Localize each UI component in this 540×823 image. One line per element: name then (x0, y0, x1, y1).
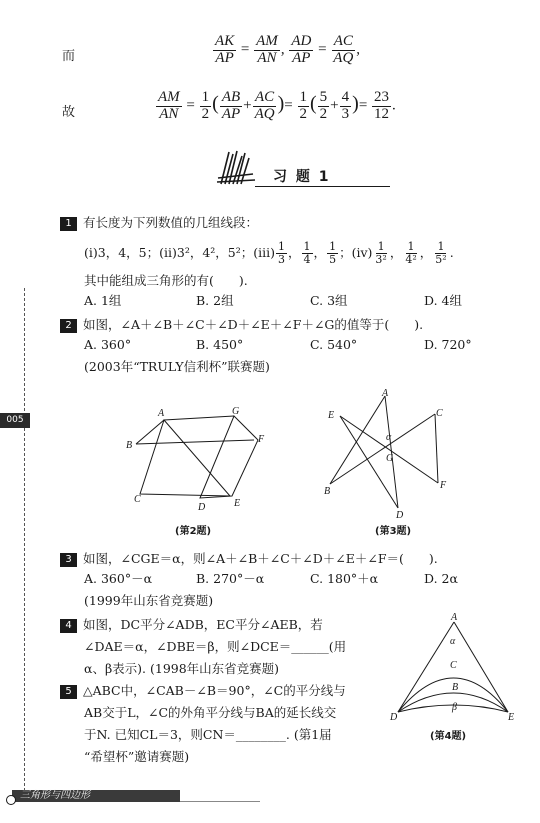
problem-2-source: (2003年“TRULY信利杯”联赛题) (84, 359, 270, 374)
option-a: A. 360° (84, 337, 132, 352)
option-a: A. 1组 (84, 293, 122, 308)
margin-dash-line (24, 288, 25, 796)
label-d: D (198, 502, 206, 513)
label-b: B (126, 440, 133, 451)
figure-4 (390, 612, 520, 722)
ratio-equation-2: $\frac{AM}{AN}$ = $\frac{1}{2}$ ( $\frac{AB}{AP}$ + $\frac{AC}{AQ}$ )= $\frac{1}{2}$ ( $\frac{5}{2}$ + $\frac{4}{3}$ )= $\frac{23}{12}$ . (158, 89, 396, 122)
problem-3: 3 如图，∠CGE＝α，则∠A＋∠B＋∠C＋∠D＋∠E＋∠F＝( ). (60, 548, 438, 569)
problem-3-source: (1999年山东省竞赛题) (84, 593, 214, 608)
label-a: A (451, 612, 458, 623)
label-b: B (452, 682, 459, 693)
label-g: G (386, 453, 394, 464)
option-b: B. 450° (196, 337, 244, 352)
option-c: C. 540° (310, 337, 358, 352)
option-c: C. 3组 (310, 293, 348, 308)
label-a: A (158, 408, 165, 419)
problem-5: 5 △ABC中，∠CAB－∠B＝90°，∠C的平分线与 AB交于L，∠C的外角平分线与BA的延长线交 于N. 已知CL＝3，则CN＝________. (第1届 “希望杯”邀请赛题) (60, 680, 346, 768)
figure-2 (122, 402, 272, 512)
figure-4-caption: (第4题) (430, 731, 467, 742)
problem-stem: 如图，∠A＋∠B＋∠C＋∠D＋∠E＋∠F＋∠G的值等于( ). (83, 317, 424, 332)
label-e: E (328, 410, 335, 421)
problem-4: 4 如图，DC平分∠ADB，EC平分∠AEB，若 ∠DAE＝α，∠DBE＝β，则∠DCE＝______(用 α、β表示). (1998年山东省竞赛题) (60, 614, 346, 680)
label-a: A (382, 388, 389, 399)
problem-stem: 如图，∠CGE＝α，则∠A＋∠B＋∠C＋∠D＋∠E＋∠F＝( ). (83, 551, 438, 566)
formula-line-2 (0, 88, 540, 138)
option-d: D. 720° (424, 337, 472, 352)
label-f: F (440, 480, 447, 491)
label-d: D (390, 712, 398, 723)
footer-label: 三角形与四边形 (20, 790, 90, 801)
label-b: B (324, 486, 331, 497)
problem-1 (60, 212, 258, 233)
problem-1-question: 其中能组成三角形的有( ). (84, 273, 248, 288)
label-e: E (508, 712, 515, 723)
er-label: 而 (62, 49, 76, 64)
figure-2-caption: (第2题) (175, 526, 212, 537)
problem-number: 1 (60, 217, 77, 231)
footer-circle-icon (6, 795, 16, 805)
label-beta: β (452, 702, 457, 713)
label-d: D (396, 510, 404, 521)
gu-label: 故 (62, 105, 76, 120)
label-c: C (450, 660, 457, 671)
option-a: A. 360°－α (84, 571, 153, 586)
label-g: G (232, 406, 240, 417)
figure-3 (320, 388, 460, 521)
problem-2: 2 如图，∠A＋∠B＋∠C＋∠D＋∠E＋∠F＋∠G的值等于( ). (60, 314, 423, 335)
section-header (215, 148, 390, 188)
label-alpha: α (450, 636, 456, 647)
option-b: B. 2组 (196, 293, 234, 308)
option-d: D. 2α (424, 571, 458, 586)
problem-stem: 有长度为下列数值的几组线段： (83, 215, 259, 230)
label-c: C (134, 494, 141, 505)
label-c: C (436, 408, 443, 419)
label-alpha: α (386, 432, 392, 443)
formula-line-1 (0, 26, 540, 86)
option-d: D. 4组 (424, 293, 462, 308)
ratio-equation-1: $\frac{AK}{AP}$ = $\frac{AM}{AN}$ , $\frac{AD}{AP}$ = $\frac{AC}{AQ}$ , (215, 33, 361, 66)
brush-ornament-icon (215, 148, 261, 188)
problem-1-groups: (i)3，4，5；(ii)3²，4²，5²；(iii) $\frac{1}{3}$ ， $\frac{1}{4}$ ， $\frac{1}{5}$ ；(iv) $\frac{1}{\text{3²}}$ ， $\frac{1}{\text{4²}}$ ， $\frac{1}{\text{5²}}$ . (84, 240, 454, 266)
page-number-tab: 005 (0, 413, 30, 428)
option-c: C. 180°＋α (310, 571, 379, 586)
section-title: 习 题 1 (273, 169, 331, 185)
label-e: E (234, 498, 241, 509)
figure-3-caption: (第3题) (375, 526, 412, 537)
option-b: B. 270°－α (196, 571, 265, 586)
footer-rule (180, 801, 260, 802)
label-f: F (258, 434, 265, 445)
section-underline (255, 186, 390, 187)
